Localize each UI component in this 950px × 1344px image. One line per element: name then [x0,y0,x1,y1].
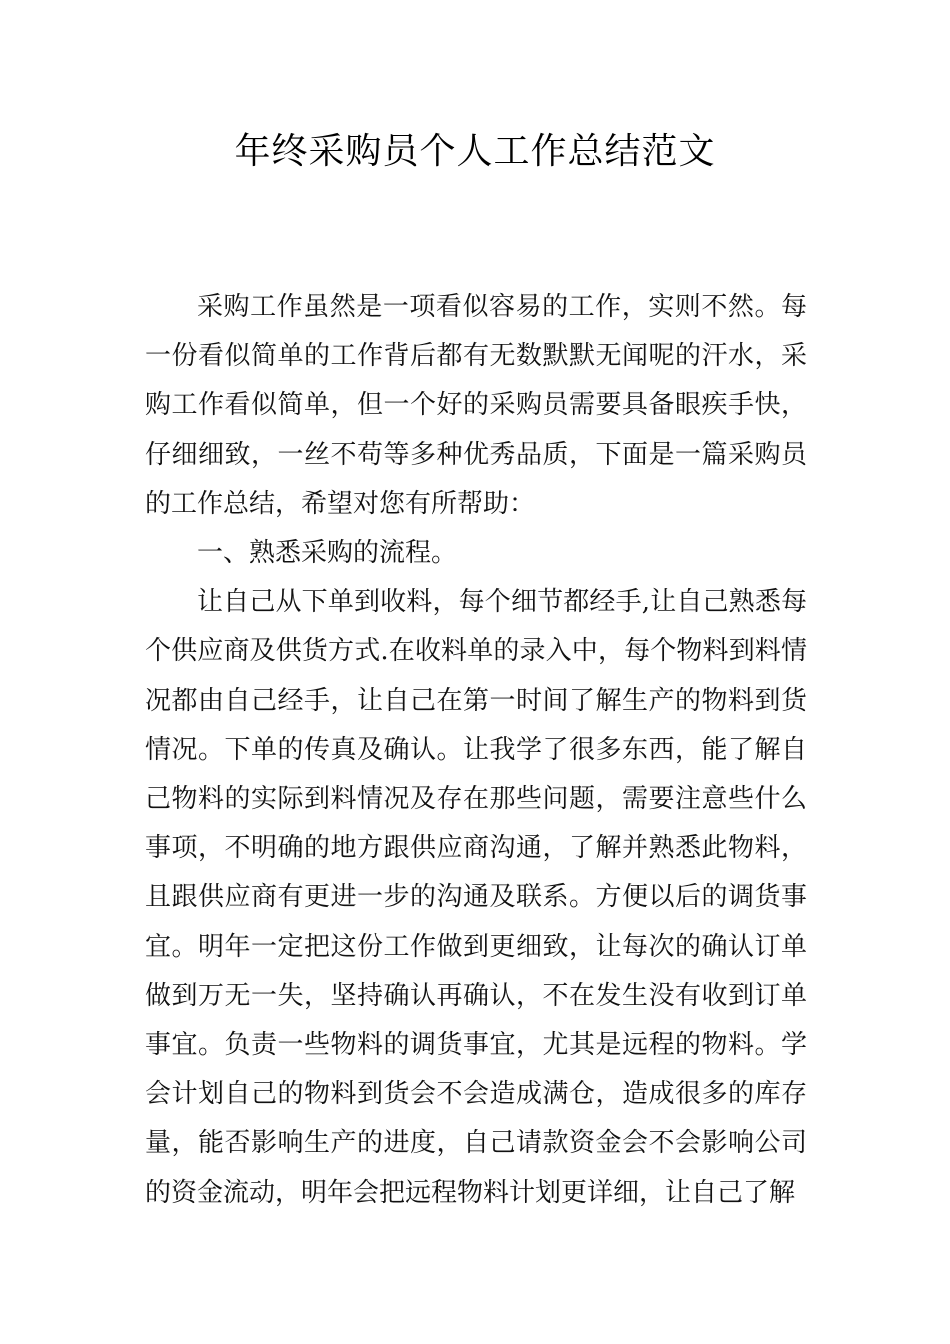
paragraph-intro: 采购工作虽然是一项看似容易的工作，实则不然。每一份看似简单的工作背后都有无数默默无闻呢的汗水，采购工作看似简单，但一个好的采购员需要具备眼疾手快，仔细细致，一丝不苟等多种优秀品质，下面是一篇采购员的工作总结，希望对您有所帮助： [145,292,807,519]
paragraph-process-details: 让自己从下单到收料，每个细节都经手,让自己熟悉每个供应商及供货方式.在收料单的录入中，每个物料到料情况都由自己经手，让自己在第一时间了解生产的物料到货情况。下单的传真及确认。让我学了很多东西，能了解自己物料的实际到料情况及存在那些问题，需要注意些什么事项，不明确的地方跟供应商沟通，了解并熟悉此物料，且跟供应商有更进一步的沟通及联系。方便以后的调货事宜。明年一定把这份工作做到更细致，让每次的确认订单做到万无一失，坚持确认再确认，不在发生没有收到订单事宜。负责一些物料的调货事宜，尤其是远程的物料。学会计划自己的物料到货会不会造成满仓，造成很多的库存量，能否影响生产的进度，自己请款资金会不会影响公司的资金流动，明年会把远程物料计划更详细，让自己了解 [145,587,807,1208]
document-title: 年终采购员个人工作总结范文 [234,131,716,172]
paragraph-section-heading: 一、熟悉采购的流程。 [197,538,458,569]
document-body [145,283,807,1218]
